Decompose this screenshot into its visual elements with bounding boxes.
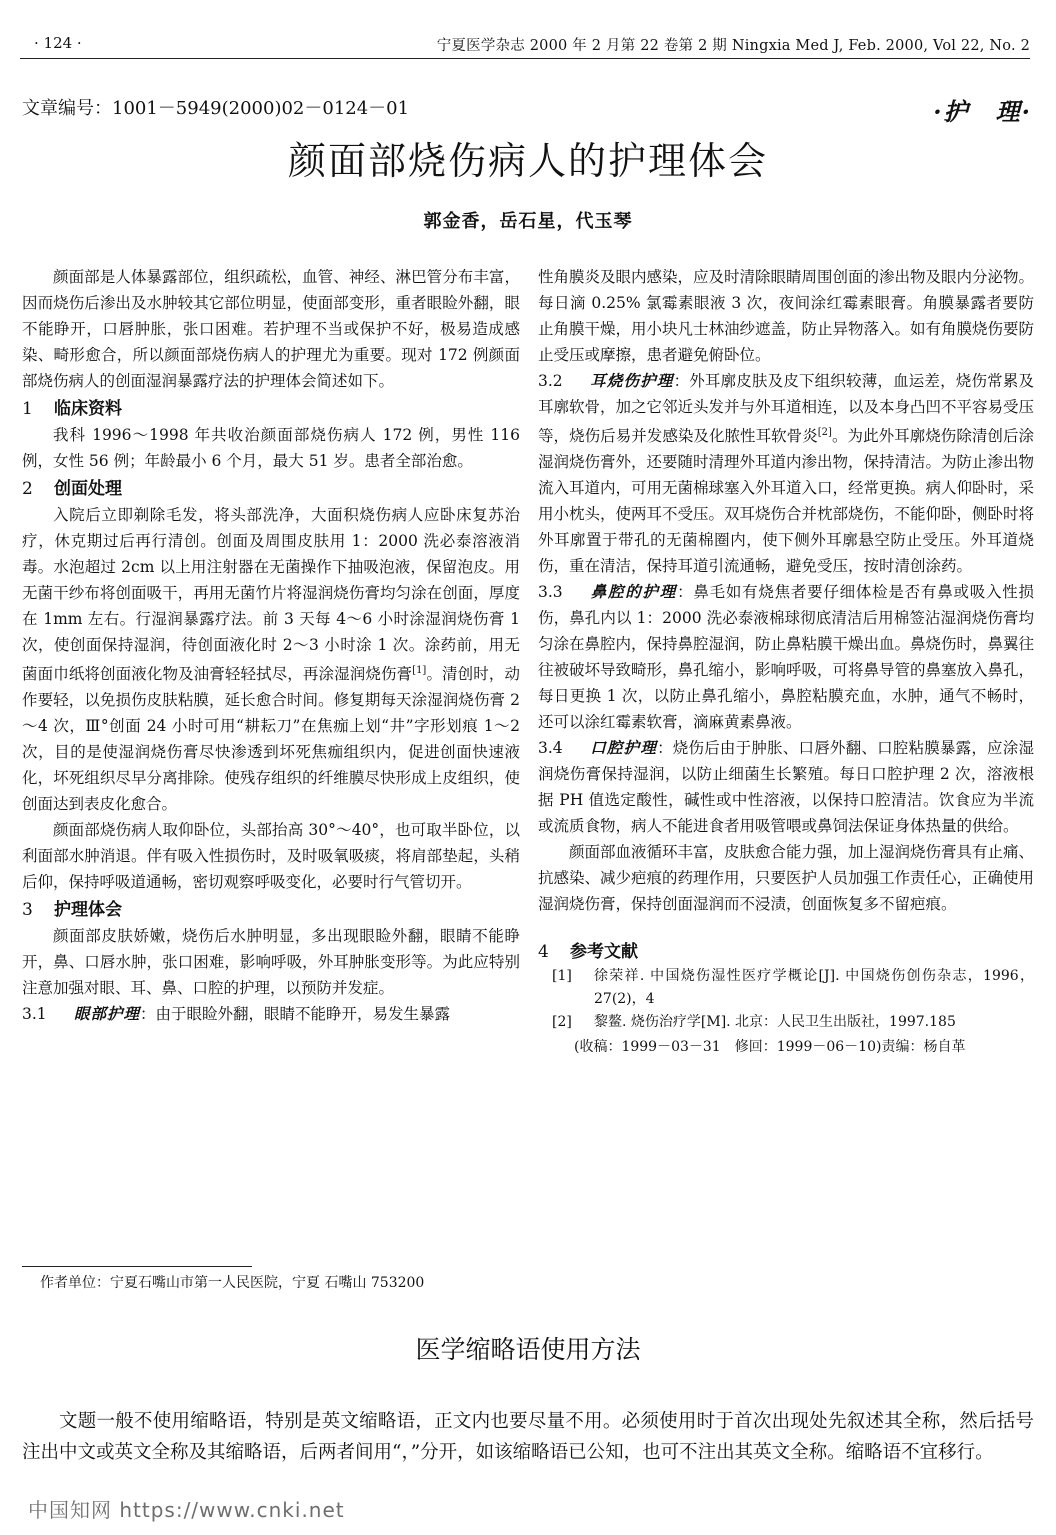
subsection-3-1-continued: 性角膜炎及眼内感染，应及时清除眼睛周围创面的渗出物及眼内分泌物。每日滴 0.25% 氯霉素眼液 3 次，夜间涂红霉素眼膏。角膜暴露者要防止角膜干燥，用小块凡士林油纱遮盖，防止异物落入。如有角膜烧伤要防止受压或摩擦，患者避免俯卧位。 [538,268,1035,364]
section-title: 参考文献 [570,942,638,963]
reference-text: 黎鳌. 烧伤治疗学[M]. 北京：人民卫生出版社，1997.185 [594,1014,956,1031]
section-number: 2 [22,479,33,499]
paragraph-text: ：由于眼睑外翻，眼睛不能睁开，易发生暴露 [140,1005,451,1024]
section-1-paragraph: 我科 1996～1998 年共收治颜面部烧伤病人 172 例，男性 116 例，女性 56 例；年龄最小 6 个月，最大 51 岁。患者全部治愈。 [22,426,520,470]
references-heading [538,939,1034,965]
citation-ref-1[interactable]: [1] [412,665,427,676]
section-2-paragraph-2: 颜面部烧伤病人取仰卧位，头部抬高 30°～40°，也可取半卧位，以利面部水肿消退。伴有吸入性损伤时，及时吸氧吸痰，将肩部垫起，头稍后仰，保持呼吸道通畅，密切观察呼吸变化，必要时行气管切开。 [22,821,520,892]
section-number: 3 [22,900,33,921]
reference-id: [1] [552,968,572,985]
subsection-number: 3.4 [538,739,563,758]
right-column [538,264,1034,1059]
section-title: 创面处理 [54,479,122,499]
paragraph-text: ：烧伤后由于肿胀、口唇外翻、口腔粘膜暴露，应涂湿润烧伤膏保持湿润，以防止细菌生长繁殖。每日口腔护理 2 次，溶液根据 PH 值选定酸性，碱性或中性溶液，以保持口腔清洁。饮食应为半流或流质食物，病人不能进食者用吸管喂或鼻饲法保证身体热量的供给。 [538,739,1034,836]
subsection-number: 3.3 [538,583,563,602]
closing-paragraph: 颜面部血液循环丰富，皮肤愈合能力强，加上湿润烧伤膏具有止痛、抗感染、减少疤痕的药理作用，只要医护人员加强工作责任心，正确使用湿润烧伤膏，保持创面湿润而不浸渍，创面恢复多不留疤痕。 [538,843,1035,914]
section-number: 4 [538,942,549,963]
subsection-number: 3.2 [538,372,563,390]
page-number: · 124 · [34,34,82,52]
abbreviation-note-body [22,1406,1034,1468]
section-title: 护理体会 [54,900,122,921]
journal-citation: 宁夏医学杂志 2000 年 2 月第 22 卷第 2 期 Ningxia Med J, Feb. 2000, Vol 22, No. 2 [436,38,1030,54]
section-3-paragraph: 颜面部皮肤娇嫩，烧伤后水肿明显，多出现眼睑外翻，眼睛不能睁开，鼻、口唇水肿，张口困难，影响呼吸，外耳肿胀变形等。为此应特别注意加强对眼、耳、鼻、口腔的护理，以预防并发症。 [22,927,520,998]
section-title: 临床资料 [54,399,122,419]
cnki-watermark: 中国知网 https://www.cnki.net [28,1498,345,1522]
subsection-title: 口腔护理 [590,738,658,758]
reference-id: [2] [552,1014,572,1031]
citation-ref-2[interactable]: [2] [817,427,832,438]
section-2-heading [22,476,520,502]
paragraph-text: 入院后立即剃除毛发，将头部洗净，大面积烧伤病人应卧床复苏治疗，休克期过后再行清创。创面及周围皮肤用 1：2000 洗必泰溶液消毒。水泡超过 2cm 以上用注射器在无菌操作下抽吸泡液，保留泡皮。用无菌干纱布将创面吸干，再用无菌竹片将湿润烧伤膏均匀涂在创面，厚度在 1mm 左右。行湿润暴露疗法。前 3 天每 4～6 小时涂湿润烧伤膏 1 次，使创面保持湿润，待创面液化时 2～3 小时涂 1 次。涂药前，用无菌面巾纸将创面液化物及油膏轻轻拭尽，再涂湿润烧伤膏 [22,506,520,684]
subsection-3-2 [538,368,1034,579]
received-dates: (收稿：1999－03－31 修回：1999－06－10)责编：杨自革 [574,1039,966,1056]
section-tag: ·护 理· [933,97,1032,126]
subsection-title: 眼部护理 [74,1004,141,1024]
footnote-divider [22,1266,252,1267]
authors: 郭金香，岳石星，代玉琴 [423,211,633,232]
subsection-title: 耳烧伤护理 [590,371,674,390]
article-title: 颜面部烧伤病人的护理体会 [287,139,768,183]
abbreviation-note-title: 医学缩略语使用方法 [415,1335,641,1364]
subsection-3-4 [538,735,1034,839]
reference-list [538,965,1034,1034]
article-number: 文章编号：1001－5949(2000)02－0124－01 [22,98,410,119]
paragraph-text: 。清创时，动作要轻，以免损伤皮肤粘膜，延长愈合时间。修复期每天涂湿润烧伤膏 2～4 次，Ⅲ°创面 24 小时可用“耕耘刀”在焦痂上划“井”字形划痕 1～2 次，目的是使湿润烧伤膏尽快渗透到坏死焦痂组织内，促进创面快速液化，坏死组织尽早分离排除。使残存组织的纤维膜尽快形成上皮组织，使创面达到表皮化愈合。 [22,665,520,814]
subsection-number: 3.1 [22,1005,47,1024]
subsection-title: 鼻腔的护理 [590,582,678,602]
section-1-heading [22,396,520,422]
section-2-paragraph-1 [22,502,520,817]
subsection-3-1-start [22,1001,520,1027]
section-number: 1 [22,399,33,419]
paragraph-text: 。为此外耳廓烧伤除清创后涂湿润烧伤膏外，还要随时清理外耳道内渗出物，保持清洁。为防止渗出物流入耳道内，可用无菌棉球塞入外耳道入口，经常更换。病人仰卧时，采用小枕头，使两耳不受压。双耳烧伤合并枕部烧伤，不能仰卧，侧卧时将外耳廓置于带孔的无菌棉圈内，使下侧外耳廓悬空防止受压。外耳道烧伤，重在清洁，保持耳道引流通畅，避免受压，按时清创涂药。 [538,427,1035,576]
section-3-heading [22,897,520,923]
paragraph-text: ：外耳廓皮肤及皮下组织较薄，血运差，烧伤常累及耳廓软骨，加之它邻近头发并与外耳道相连，以及本身凸凹不平容易受压等，烧伤后易并发感染及化脓性耳软骨炎 [538,372,1035,446]
reference-item [538,965,1034,1011]
abbreviation-note-paragraph: 文题一般不使用缩略语，特别是英文缩略语，正文内也要尽量不用。必须使用时于首次出现处先叙述其全称，然后括号注出中文或英文全称及其缩略语，后两者间用“，”分开，如该缩略语已公知，也可不注出其英文全称。缩略语不宜移行。 [22,1411,1034,1463]
intro-paragraph: 颜面部是人体暴露部位，组织疏松，血管、神经、淋巴管分布丰富，因而烧伤后渗出及水肿较其它部位明显，使面部变形，重者眼睑外翻，眼不能睁开，口唇肿胀，张口困难。若护理不当或保护不好，极易造成感染、畸形愈合，所以颜面部烧伤病人的护理尤为重要。现对 172 例颜面部烧伤病人的创面湿润暴露疗法的护理体会简述如下。 [22,268,520,390]
subsection-3-3 [538,579,1034,735]
running-header [20,34,1030,59]
reference-text: 徐荣祥. 中国烧伤湿性医疗学概论[J]. 中国烧伤创伤杂志，1996，27(2)，4 [594,968,1034,1008]
left-column [22,264,520,1027]
paragraph-text: ：鼻毛如有烧焦者要仔细体检是否有鼻或吸入性损伤，鼻孔内以 1：2000 洗必泰液棉球彻底清洁后用棉签沾湿润烧伤膏均匀涂在鼻腔内，保持鼻腔湿润，防止鼻粘膜干燥出血。鼻烧伤时，鼻翼往往被破坏导致畸形，鼻孔缩小，影响呼吸，可将鼻导管的鼻塞放入鼻孔，每日更换 1 次，以防止鼻孔缩小，鼻腔粘膜充血，水肿，通气不畅时，还可以涂红霉素软膏，滴麻黄素鼻液。 [538,583,1035,732]
author-affiliation-footnote: 作者单位：宁夏石嘴山市第一人民医院，宁夏 石嘴山 753200 [40,1275,425,1291]
reference-item [538,1011,1034,1034]
